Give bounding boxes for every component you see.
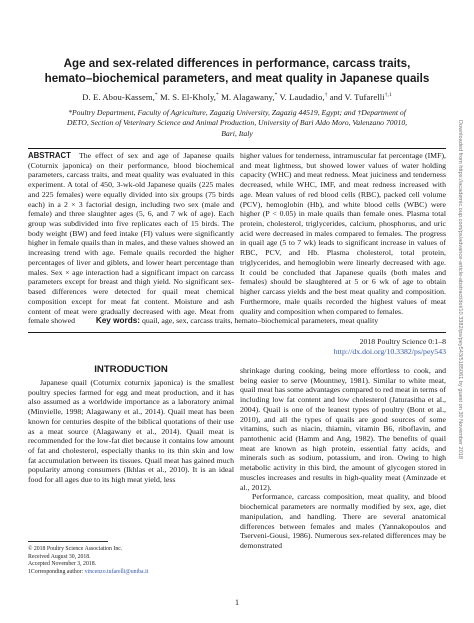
- page-number: 1: [235, 598, 239, 607]
- author-mark: †,1: [384, 92, 392, 98]
- introduction-text-left: Japanese quail (Coturnix coturnix japonica) is the smallest poultry species farmed for egg and meat production, and it has also assumed as a worldwide importance as a laboratory animal (Minvielle, 1998; Alagawany et al., 2014). Quail meat has been known for centuries despite of the biblical quotations of their use as a meat source (Alagawany et al., 2014). Quail meat is recommended for the low-fat diet because it contains low amount of fat and cholesterol, especially thanks to its thin skin and low fat accumulation between its tissues. Quail meat has gained much popularity among consumers (Ikhlas et al., 2010). It is an ideal food for all ages due to its high meat yield, less: [28, 378, 234, 485]
- paper-title: Age and sex-related differences in performance, carcass traits, hemato–biochemical parameters, and meat quality in Japanese quails: [44, 57, 430, 85]
- introduction-heading: INTRODUCTION: [94, 364, 168, 375]
- footnotes: [28, 541, 234, 576]
- affiliation-line: Bari, Italy: [221, 128, 253, 138]
- abstract-right-column: [240, 151, 446, 316]
- affiliations: [40, 108, 434, 139]
- corresponding-email-link[interactable]: vincenzo.tufarelli@uniba.it: [84, 568, 149, 575]
- received-note: Received August 30, 2018.: [28, 553, 91, 560]
- introduction-left-column: [28, 378, 234, 485]
- doi-link[interactable]: http://dx.doi.org/10.3382/ps/pey543: [333, 347, 446, 356]
- author-mark: *: [274, 92, 278, 98]
- keywords-label: Key words:: [95, 316, 140, 325]
- affiliation-line: *Poultry Department, Faculty of Agriculture, Zagazig University, Zagazig 44519, Egypt; and †Department of: [68, 108, 406, 117]
- introduction-paragraph: Performance, carcass composition, meat quality, and blood biochemical parameters are normally modified by sex, age, diet manipulation, and handling. There are several anatomical differences between females and males (Yannakopoulos and Tserveni-Gousi, 1986). Numerous sex-related differences may be demonstrated: [240, 492, 446, 550]
- keywords-text: quail, age, sex, carcass traits, hemato–biochemical parameters, meat quality: [141, 316, 379, 325]
- copyright-note: © 2018 Poultry Science Association Inc.: [28, 546, 123, 552]
- introduction-paragraph: shrinkage during cooking, being more effortless to cook, and being easier to serve (Mountney, 1981). Similar to white meat, quail meat has some advantages compared to red meat in terms of including low fat content and low cholesterol (Jaturasitha et al., 2004). Quail is one of the leanest types of poultry (Bont et al., 2010), and all the types of quails are good sources of some vitamins, such as niacin, thiamin, vitamin B6, riboflavin, and pantothenic acid (Hamm and Ang, 1982). The benefits of quail meat are known as high protein, essential fatty acids, and minerals such as sodium, potassium, and iron. Owing to high metabolic activity in this bird, the amount of glycogen stored in muscles increases and results in high-quality meat (Aminzade et al., 2012).: [240, 366, 446, 492]
- abstract-heading: ABSTRACT: [28, 151, 71, 160]
- accepted-note: Accepted November 3, 2018.: [28, 561, 97, 568]
- author-name: and V. Tufarelli: [329, 92, 385, 102]
- download-watermark: [456, 120, 470, 540]
- author-name: M. Alagawany,: [221, 92, 275, 102]
- footnote-rule: [28, 541, 108, 542]
- affiliation-line: DETO, Section of Veterinary Science and Animal Production, University of Bari Aldo Moro, Valenzano 70010,: [66, 118, 408, 128]
- author-mark: *: [154, 92, 158, 98]
- keywords-rule: [28, 332, 446, 333]
- abstract-text-left: The effect of sex and age of Japanese quails (Coturnix japonica) on their performance, blood biochemical parameters, carcass traits, and meat quality was evaluated in this experiment. A total of 450, 3-wk-old Japanese quails (225 males and 225 females) were equally divided into six groups (75 birds each) in a 2 × 3 factorial design, including two sex (male and female) and three slaughter ages (5, 6, and 7 wk of age). Each group was subdivided into five replicates each of 15 birds. The body weight (BW) and feed intake (FI) values were significantly higher in female quails than in males, and these values showed an increasing trend with age. Female quails recorded the higher percentages of liver and giblets, and lower heart percentage than males. Sex × age interaction had a significant impact on carcass parameters except for breast and thigh yield. No significant sex-based differences were detected for quail meat chemical composition except for meat fat content. Moisture and ash content of meat were gradually decreased with age. Meat from female showed: [28, 151, 235, 326]
- corresponding-note: [28, 569, 234, 577]
- abstract-text-right: higher values for tenderness, intramuscular fat percentage (IMF), and meat lightness, but showed lower values of water holding capacity (WHC) and meat redness. Meat juiciness and tenderness decreased, while WHC, IMF, and meat redness increased with age. Mean values of red blood cells (RBC), packed cell volume (PCV), hemoglobin (Hb), and white blood cells (WBC) were higher (P < 0.05) in male quails than female ones. Plasma total protein, cholesterol, triglycerides, calcium, phosphorus, and uric acid were decreased in males compared to females. The progress in quail age (5 to 7 wk) leads to significant increase in values of RBC, PCV, and Hb. Plasma cholesterol, total protein, triglycerides, and hemoglobin were linearly decreased with age. It could be concluded that Japanese quails (both males and females) should be slaughtered at 5 or 6 wk of age to obtain higher carcass yields and the best meat quality and composition. Furthermore, male quails recorded the highest values of meat quality and composition when compared to females.: [240, 151, 446, 316]
- author-name: M. S. El-Kholy,: [159, 92, 217, 102]
- abstract-left-column: [28, 151, 234, 326]
- author-name: V. Laudadio,: [279, 92, 325, 102]
- author-name: D. E. Abou-Kassem,: [82, 92, 155, 102]
- introduction-right-column: [240, 366, 446, 551]
- author-list: [40, 92, 434, 102]
- keywords: [28, 316, 446, 326]
- corresponding-label: 1Corresponding author:: [28, 568, 84, 575]
- download-watermark-text: Downloaded from https://academic.oup.com/ps/advance-article-abstract/doi/10.3382/ps/pey543/5185061 by guest on 30 November 2018: [457, 120, 463, 459]
- author-mark: *: [216, 92, 219, 98]
- author-mark: †: [324, 92, 328, 98]
- citation: [226, 337, 446, 357]
- journal-citation: 2018 Poultry Science 0:1–8: [359, 337, 446, 346]
